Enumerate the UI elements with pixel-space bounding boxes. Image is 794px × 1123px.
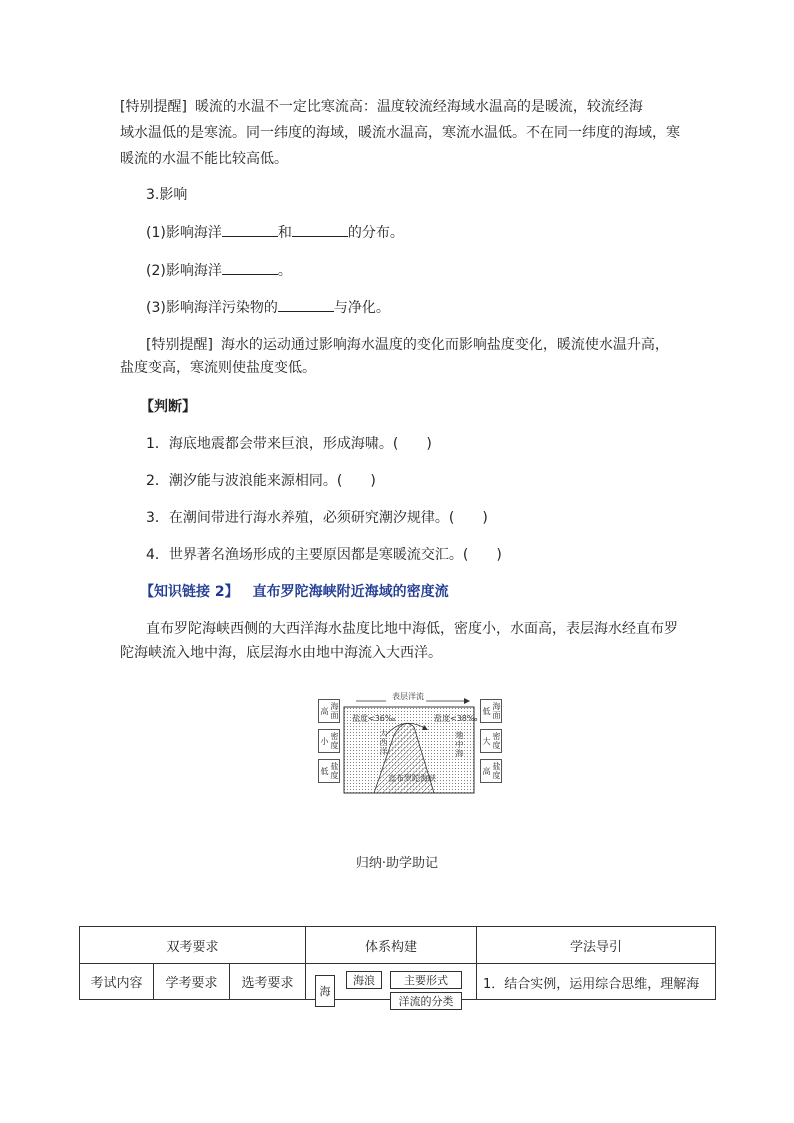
judge-title: 【判断】 — [140, 399, 196, 415]
link2-heading: 【知识链接 2】 直布罗陀海峡附近海域的密度流 — [140, 584, 449, 600]
strait-density-figure — [316, 692, 502, 795]
left-box-2: 密度小 — [318, 729, 340, 753]
tip1-line1: [特别提醒] 暖流的水温不一定比寒流高：温度较流经海域水温高的是暖流，较流经海 — [120, 99, 643, 115]
fig-salinity-right: 盐度<38‰ — [434, 714, 478, 723]
blank-field — [278, 297, 334, 312]
section3-item3: (3)影响海洋污染物的 与净化。 — [146, 297, 726, 319]
right-box-2: 密度大 — [480, 729, 502, 753]
node-class: 洋流的分类 — [390, 992, 462, 1010]
blank-field — [292, 222, 348, 237]
blank-field — [222, 260, 278, 275]
right-box-3: 盐度高 — [480, 759, 502, 783]
fig-atlantic: 大西洋 — [379, 729, 388, 756]
guide-text: 1．结合实例，运用综合思维，理解海 — [476, 963, 716, 1000]
blank-field — [222, 222, 278, 237]
fig-mediterranean: 地中海 — [455, 731, 464, 758]
sub-xuan-requirement: 选考要求 — [229, 963, 306, 1000]
sub-exam-content: 考试内容 — [79, 963, 154, 1000]
left-box-1: 海面高 — [318, 699, 340, 723]
system-diagram-cell — [305, 963, 477, 1008]
summary-table — [79, 926, 716, 1008]
arrow-icon — [464, 698, 470, 704]
judge-q1: 1．海底地震都会带来巨浪，形成海啸。( ) — [146, 436, 432, 452]
node-form: 主要形式 — [390, 971, 462, 989]
node-wave: 海浪 — [346, 971, 382, 989]
judge-q3: 3．在潮间带进行海水养殖，必须研究潮汐规律。( ) — [146, 510, 488, 526]
tip2-line1: [特别提醒] 海水的运动通过影响海水温度的变化而影响盐度变化，暖流使水温升高， — [146, 337, 669, 353]
right-box-1: 海面低 — [480, 699, 502, 723]
section3-item1: (1)影响海洋 和 的分布。 — [146, 222, 726, 244]
header-requirements: 双考要求 — [79, 926, 306, 964]
judge-q4: 4．世界著名渔场形成的主要原因都是寒暖流交汇。( ) — [146, 547, 502, 563]
tip2-line2: 盐度变高，寒流则使盐度变低。 — [120, 360, 316, 376]
header-guide: 学法导引 — [476, 926, 716, 964]
link2-line2: 陀海峡流入地中海，底层海水由地中海流入大西洋。 — [120, 645, 442, 661]
fig-salinity-left: 盐度<36‰ — [352, 714, 396, 723]
sub-xue-requirement: 学考要求 — [153, 963, 230, 1000]
fig-strait: 直布罗陀海峡 — [388, 774, 436, 783]
header-system: 体系构建 — [305, 926, 477, 964]
tip1-label: [特别提醒] — [120, 99, 187, 115]
tip1-line2: 域水温低的是寒流。同一纬度的海域，暖流水温高，寒流水温低。不在同一纬度的海域，寒 — [120, 125, 680, 141]
section-caption: 归纳·助学助记 — [355, 856, 439, 871]
link2-line1: 直布罗陀海峡西侧的大西洋海水盐度比地中海低，密度小，水面高，表层海水经直布罗 — [146, 621, 678, 637]
judge-q2: 2．潮汐能与波浪能来源相同。( ) — [146, 473, 376, 489]
section3-item2: (2)影响海洋 。 — [146, 260, 726, 282]
left-box-3: 盐度低 — [318, 759, 340, 783]
node-sea: 海 — [315, 975, 335, 1007]
fig-top-label: 表层洋流 — [392, 692, 424, 701]
section3-title: 3.影响 — [146, 187, 188, 203]
tip1-line3: 暖流的水温不能比较高低。 — [120, 151, 288, 167]
